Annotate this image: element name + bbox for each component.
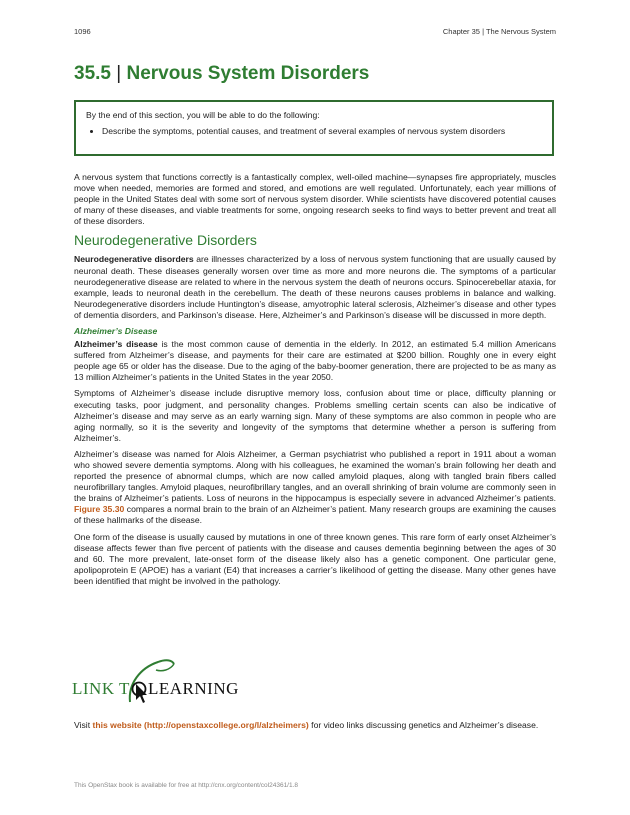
section-number: 35.5 — [74, 63, 111, 84]
page-number: 1096 — [74, 27, 91, 36]
chapter-title: Chapter 35 | The Nervous System — [442, 27, 556, 36]
learning-objectives-box — [74, 100, 554, 156]
section-title — [74, 63, 369, 85]
objectives-list — [86, 126, 542, 137]
logo-text-right: LEARNING — [148, 679, 239, 698]
visit-prefix: Visit — [74, 720, 93, 730]
alzheimers-paragraph-2: Symptoms of Alzheimer’s disease include disruptive memory loss, confusion about time or place, difficulty planning or executing tasks, poor judgment, and personality changes. Problems smelling certain scents can also be indicative of Alzheimer’s disease and may serve as an early warning sign. Many of these symptoms are also common in people who are aging normally, so it is the severity and longevity of the symptoms that determine whether a person is suffering from Alzheimer’s. — [74, 388, 556, 443]
title-separator: | — [116, 63, 122, 84]
paragraph-text: are illnesses characterized by a loss of nervous system functioning that are usually caused by neuronal death. These diseases generally worsen over time as more and more neurons die. The symptoms of a particular neurodegenerative disease are related to where in the nervous system the death of neurons occurs. Spinocerebellar ataxia, for example, leads to neuronal death in the cerebellum. The death of these neurons causes problems in balance and walking. Neurodegenerative disorders include Huntington’s disease, amyotrophic lateral sclerosis, Alzheimer’s disease and other types of dementia disorders, and Parkinson’s disease. Here, Alzheimer’s and Parkinson’s disease will be discussed in more depth. — [74, 254, 557, 320]
alzheimers-paragraph-3 — [74, 449, 556, 527]
main-content — [74, 172, 556, 592]
paragraph-text: is the most common cause of dementia in the elderly. In 2012, an estimated 5.4 million Americans suffered from Alzheimer’s disease, and payments for their care are estimated at $200 billion. Roughly one in every eight people age 65 or older has the disease. Due to the aging of the baby-boomer generation, there are projected to be as many as 13 million Alzheimer’s patients in the United States in the year 2050. — [74, 339, 556, 383]
link-to-learning-text — [74, 720, 556, 731]
paragraph-text: Alzheimer’s disease was named for Alois Alzheimer, a German psychiatrist who published a report in 1911 about a woman who showed severe dementia symptoms. Along with his colleagues, he examined the woman’s brain following her death and reported the presence of abnormal clumps, which are now called amyloid plaques, along with tangled brain fibers called neurofibrillary tangles. Amyloid plaques, neurofibrillary tangles, and an overall shrinking of brain volume are commonly seen in the brains of Alzheimer’s patients. Loss of neurons in the hippocampus is especially severe in advanced Alzheimer’s patients. — [74, 448, 556, 504]
neurodegenerative-paragraph — [74, 254, 556, 321]
logo-swoosh-tail — [156, 664, 174, 671]
visit-suffix: for video links discussing genetics and Alzheimer’s disease. — [308, 720, 539, 730]
website-link[interactable]: this website (http://openstaxcollege.org/l/alzheimers) — [92, 720, 309, 730]
figure-link[interactable]: Figure 35.30 — [74, 504, 125, 515]
objectives-intro: By the end of this section, you will be able to do the following: — [86, 110, 320, 120]
key-term: Neurodegenerative disorders — [74, 254, 194, 265]
link-to-learning-logo — [70, 656, 250, 708]
neurodegenerative-heading: Neurodegenerative Disorders — [74, 232, 257, 249]
alzheimers-paragraph-1 — [74, 339, 556, 383]
alzheimers-heading: Alzheimer’s Disease — [74, 326, 158, 337]
key-term: Alzheimer’s disease — [74, 339, 158, 350]
paragraph-text-end: compares a normal brain to the brain of an Alzheimer’s patient. Many research groups are examining the causes of these hallmarks of the disease. — [74, 504, 556, 526]
logo-text-left: LINK T — [72, 679, 130, 698]
cursor-o-icon — [133, 683, 148, 704]
intro-paragraph: A nervous system that functions correctly is a fantastically complex, well-oiled machine—synapses fire appropriately, muscles move when needed, memories are formed and stored, and emotions are well regulated. Unfortunately, each year millions of people in the United States deal with some sort of nervous system disorder. While scientists have discovered potential causes of many of these diseases, and viable treatments for some, ongoing research seeks to find ways to better prevent and treat all of these disorders. — [74, 172, 556, 227]
objective-item: • Describe the symptoms, potential causes, and treatment of several examples of nervous system disorders — [102, 126, 542, 137]
footer-note: This OpenStax book is available for free at http://cnx.org/content/col24361/1.8 — [74, 782, 299, 789]
section-name: Nervous System Disorders — [126, 63, 370, 84]
alzheimers-paragraph-4: One form of the disease is usually caused by mutations in one of three known genes. This rare form of early onset Alzheimer’s disease affects fewer than five percent of patients with the disease and causes dementia beginning between the ages of 30 and 60. The more prevalent, late-onset form of the disease likely also has a genetic component. One particular gene, apolipoprotein E (APOE) has a variant (E4) that increases a carrier’s likelihood of getting the disease. Many other genes have been identified that might be involved in the pathology. — [74, 531, 556, 586]
running-header — [74, 27, 556, 39]
